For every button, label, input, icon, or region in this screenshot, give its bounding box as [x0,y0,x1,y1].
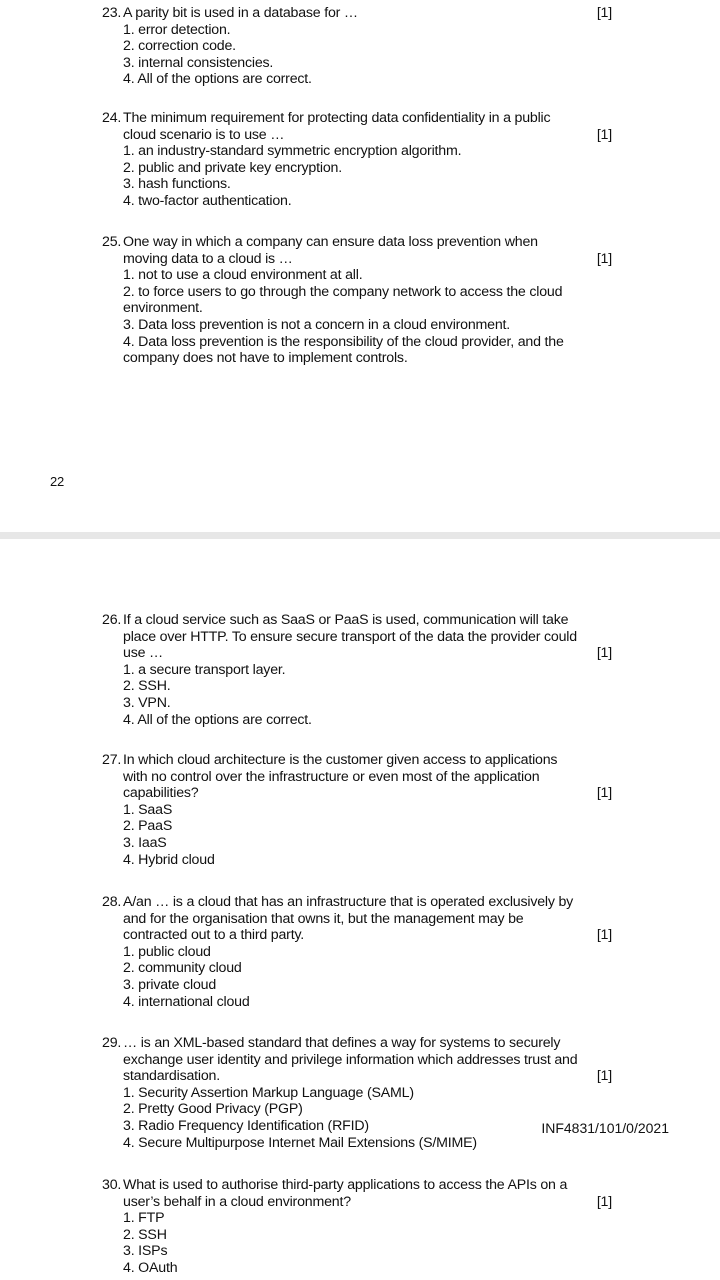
question-number: 25. [102,234,122,250]
question-line: One way in which a company can ensure data loss prevention when [123,234,538,250]
option-1: 1. an industry-standard symmetric encryption algorithm. [123,143,462,160]
question-line: and for the organisation that owns it, but the management may be [123,910,524,927]
option-3: 3. ISPs [123,1243,168,1260]
option-2: 2. SSH. [123,678,171,695]
option-2: 2. to force users to go through the company network to access the cloud environment. [123,283,563,317]
option-1: 1. not to use a cloud environment at all. [123,267,363,284]
option-1: 1. FTP [123,1210,165,1227]
mark-allocation: [1] [596,645,612,662]
mark-allocation: [1] [596,785,612,802]
question-line: A parity bit is used in a database for … [123,5,358,21]
option-3: 3. hash functions. [123,176,231,193]
option-2: 2. PaaS [123,818,173,835]
option-1: 1. Security Assertion Markup Language (SAML) [123,1084,414,1101]
question-25 [102,234,612,367]
question-line: standardisation. [123,1068,220,1085]
question-line: If a cloud service such as SaaS or PaaS is used, communication will take [123,612,569,628]
mark-allocation: [1] [596,126,612,143]
option-1: 1. public cloud [123,943,211,960]
option-3: 3. private cloud [123,976,217,993]
option-3: 3. Radio Frequency Identification (RFID) [123,1117,369,1134]
question-text [102,5,612,22]
question-number: 24. [102,110,122,126]
mark-allocation: [1] [596,1193,612,1210]
question-number: 29. [102,1035,122,1051]
option-2: 2. SSH [123,1226,167,1243]
option-2: 2. Pretty Good Privacy (PGP) [123,1101,303,1118]
option-1: 1. a secure transport layer. [123,661,286,678]
exam-page-23 [0,539,720,1280]
option-2: 2. community cloud [123,960,242,977]
page-divider [0,532,720,539]
option-1: 1. error detection. [123,21,231,38]
option-4: 4. All of the options are correct. [123,71,312,88]
question-line: In which cloud architecture is the customer given access to applications [123,752,558,768]
option-4: 4. international cloud [123,993,250,1010]
question-line: What is used to authorise third-party applications to access the APIs on a [123,1177,568,1193]
question-line: place over HTTP. To ensure secure transport of the data the provider could [123,628,577,645]
question-27 [102,752,612,868]
question-text [102,894,612,944]
question-24 [102,110,612,210]
question-text [102,752,612,802]
option-4: 4. Hybrid cloud [123,851,215,868]
option-3: 3. internal consistencies. [123,54,274,71]
question-number: 23. [102,5,122,21]
question-number: 30. [102,1177,122,1193]
mark-allocation: [1] [596,1068,612,1085]
document-code: INF4831/101/0/2021 [541,1120,669,1136]
option-4: 4. OAuth [123,1259,178,1276]
question-23 [102,5,612,88]
question-number: 26. [102,612,122,628]
question-text [102,612,612,662]
question-line: exchange user identity and privilege information which addresses trust and [123,1051,578,1068]
mark-allocation: [1] [596,927,612,944]
option-4: 4. Secure Multipurpose Internet Mail Extensions (S/MIME) [123,1134,477,1151]
question-text [102,234,612,267]
option-3: 3. Data loss prevention is not a concern in a cloud environment. [123,316,511,333]
question-line: … is an XML-based standard that defines a way for systems to securely [123,1035,561,1051]
question-line: user’s behalf in a cloud environment? [123,1193,351,1210]
option-2: 2. correction code. [123,38,236,55]
question-line: cloud scenario is to use … [123,126,285,143]
page-number: 22 [50,474,65,489]
question-text [102,1035,612,1085]
question-line: capabilities? [123,785,199,802]
question-line: contracted out to a third party. [123,927,305,944]
option-2: 2. public and private key encryption. [123,159,342,176]
option-4: 4. two-factor authentication. [123,192,292,209]
option-4: 4. Data loss prevention is the responsibility of the cloud provider, and the company does not have to implement controls. [123,333,564,367]
question-line: The minimum requirement for protecting data confidentiality in a public [123,110,551,126]
option-3: 3. IaaS [123,834,167,851]
option-4: 4. All of the options are correct. [123,711,312,728]
question-line: use … [123,645,164,662]
question-29 [102,1035,612,1151]
mark-allocation: [1] [596,250,612,267]
question-26 [102,612,612,728]
question-text [102,110,612,143]
question-line: with no control over the infrastructure or even most of the application [123,768,540,785]
question-28 [102,894,612,1010]
question-text [102,1177,612,1210]
option-3: 3. VPN. [123,694,171,711]
option-1: 1. SaaS [123,801,173,818]
question-line: moving data to a cloud is … [123,250,293,267]
mark-allocation: [1] [596,5,612,21]
question-number: 27. [102,752,122,768]
exam-page-22 [0,0,720,532]
question-number: 28. [102,894,122,910]
question-line: A/an … is a cloud that has an infrastructure that is operated exclusively by [123,894,574,910]
question-30 [102,1177,612,1277]
